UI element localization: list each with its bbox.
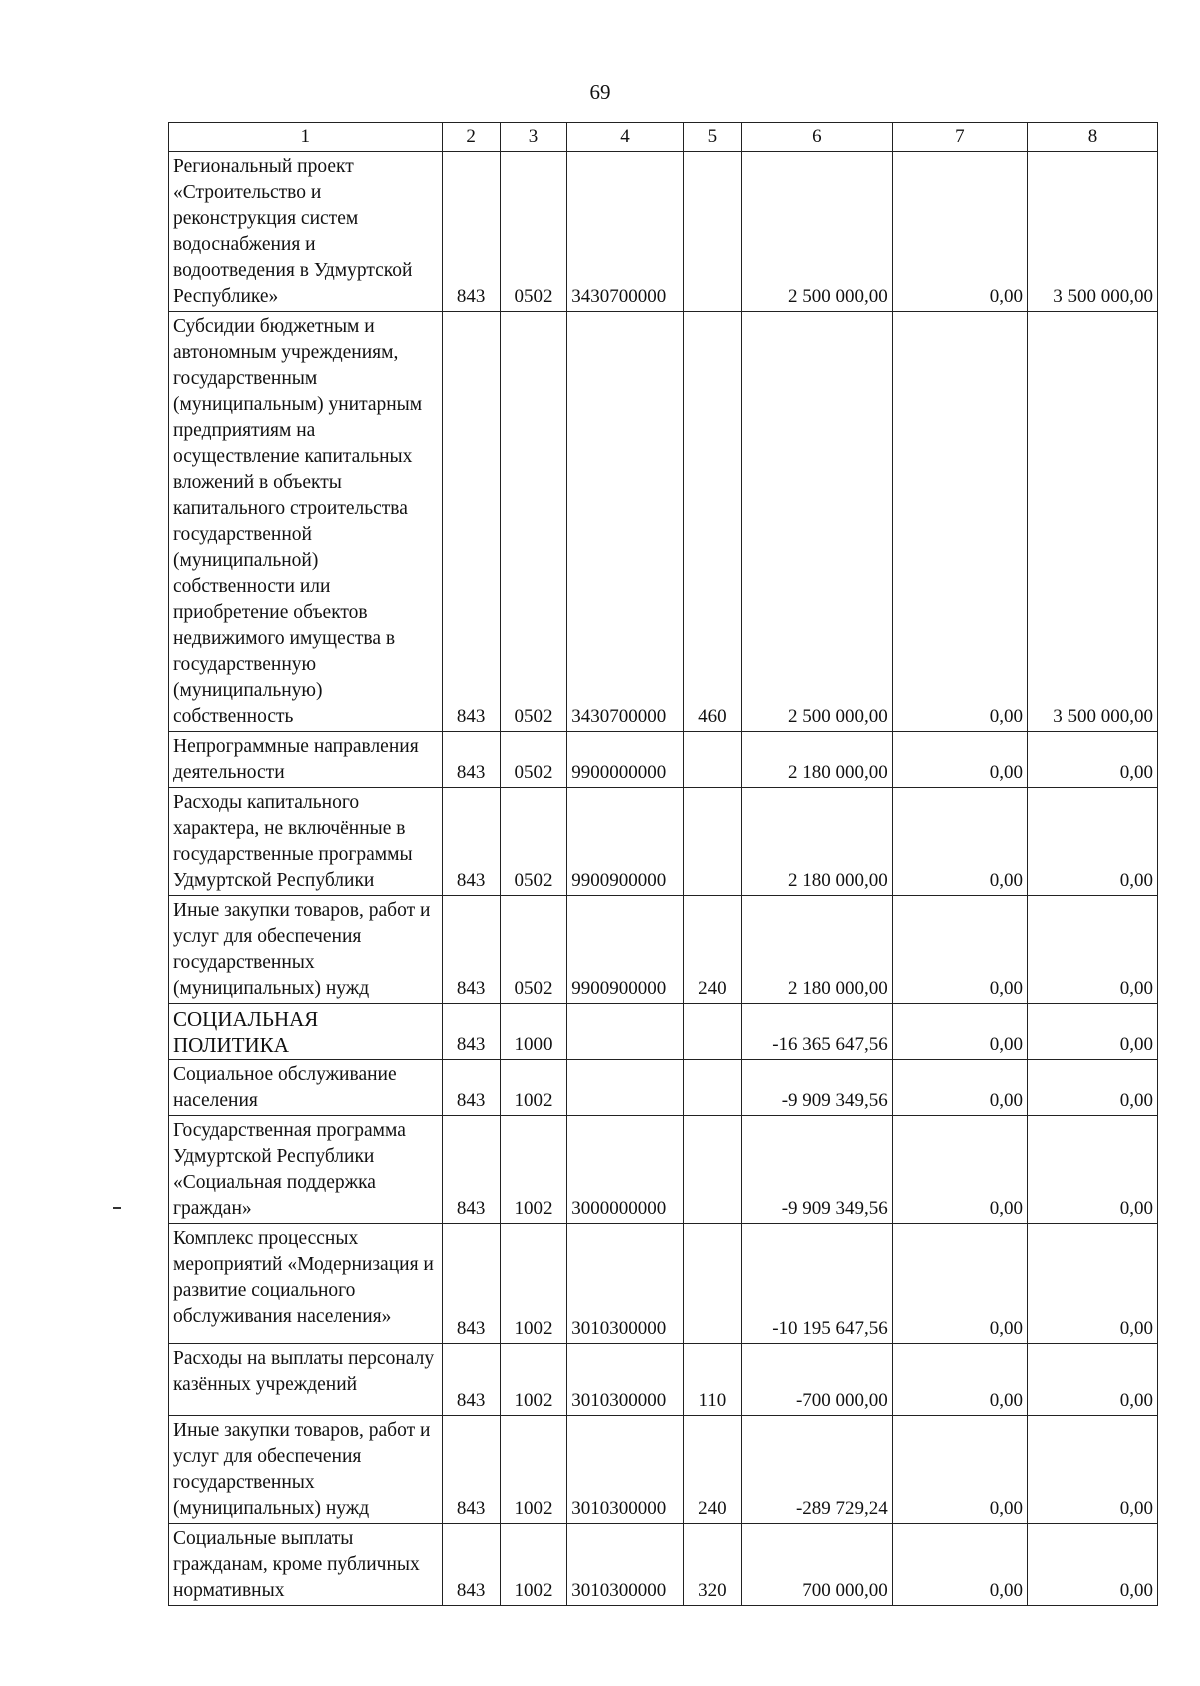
row-section-cell: 1002 <box>500 1524 567 1606</box>
header-cell: 1 <box>169 123 443 152</box>
row-target-article-cell: 3000000000 <box>567 1116 683 1224</box>
row-amount-cell: -9 909 349,56 <box>741 1060 892 1116</box>
table-row <box>169 1116 1158 1224</box>
row-section-cell: 0502 <box>500 152 567 312</box>
row-amount-cell: 0,00 <box>892 1060 1027 1116</box>
row-target-article-cell: 3430700000 <box>567 312 683 732</box>
header-cell: 6 <box>741 123 892 152</box>
row-section-cell: 1002 <box>500 1116 567 1224</box>
row-amount-cell: 0,00 <box>892 896 1027 1004</box>
budget-table <box>168 122 1158 1606</box>
row-ministry-cell: 843 <box>442 1524 500 1606</box>
row-expense-type-cell <box>683 152 741 312</box>
row-amount-cell: 0,00 <box>1027 1224 1157 1344</box>
row-ministry-cell: 843 <box>442 896 500 1004</box>
header-cell: 4 <box>567 123 683 152</box>
header-cell: 3 <box>500 123 567 152</box>
row-amount-cell: 2 180 000,00 <box>741 896 892 1004</box>
row-target-article-cell: 3010300000 <box>567 1344 683 1416</box>
row-section-cell: 1002 <box>500 1224 567 1344</box>
row-amount-cell: 0,00 <box>1027 788 1157 896</box>
table-row <box>169 896 1158 1004</box>
row-amount-cell: 0,00 <box>1027 1524 1157 1606</box>
header-cell: 2 <box>442 123 500 152</box>
row-ministry-cell: 843 <box>442 312 500 732</box>
row-amount-cell: -289 729,24 <box>741 1416 892 1524</box>
row-ministry-cell: 843 <box>442 1224 500 1344</box>
header-cell: 8 <box>1027 123 1157 152</box>
row-ministry-cell: 843 <box>442 1004 500 1060</box>
margin-mark <box>113 1207 121 1209</box>
row-target-article-cell: 3430700000 <box>567 152 683 312</box>
row-expense-type-cell <box>683 788 741 896</box>
row-amount-cell: 3 500 000,00 <box>1027 152 1157 312</box>
row-amount-cell: 0,00 <box>892 312 1027 732</box>
table-body <box>169 123 1158 1606</box>
row-target-article-cell <box>567 1004 683 1060</box>
row-expense-type-cell: 240 <box>683 1416 741 1524</box>
row-target-article-cell: 3010300000 <box>567 1416 683 1524</box>
row-section-cell: 0502 <box>500 312 567 732</box>
row-amount-cell: 0,00 <box>892 788 1027 896</box>
row-expense-type-cell: 460 <box>683 312 741 732</box>
row-expense-type-cell: 320 <box>683 1524 741 1606</box>
row-name-cell: Государственная программа Удмуртской Республики «Социальная поддержка граждан» <box>169 1116 443 1224</box>
row-section-cell: 0502 <box>500 896 567 1004</box>
row-amount-cell: 0,00 <box>1027 732 1157 788</box>
row-amount-cell: 0,00 <box>1027 1344 1157 1416</box>
row-ministry-cell: 843 <box>442 1060 500 1116</box>
table-row <box>169 732 1158 788</box>
row-amount-cell: 0,00 <box>892 1524 1027 1606</box>
row-name-cell: Иные закупки товаров, работ и услуг для обеспечения государственных (муниципальных) нужд <box>169 896 443 1004</box>
row-amount-cell: 0,00 <box>892 1224 1027 1344</box>
row-amount-cell: 700 000,00 <box>741 1524 892 1606</box>
row-target-article-cell: 9900900000 <box>567 788 683 896</box>
row-expense-type-cell <box>683 1116 741 1224</box>
row-amount-cell: 2 180 000,00 <box>741 788 892 896</box>
row-amount-cell: -700 000,00 <box>741 1344 892 1416</box>
row-target-article-cell <box>567 1060 683 1116</box>
row-target-article-cell: 3010300000 <box>567 1524 683 1606</box>
row-section-cell: 0502 <box>500 732 567 788</box>
row-ministry-cell: 843 <box>442 1116 500 1224</box>
row-name-cell: Непрограммные направления деятельности <box>169 732 443 788</box>
row-ministry-cell: 843 <box>442 1416 500 1524</box>
row-amount-cell: 2 500 000,00 <box>741 152 892 312</box>
row-amount-cell: 0,00 <box>892 1116 1027 1224</box>
row-amount-cell: 0,00 <box>892 1344 1027 1416</box>
row-ministry-cell: 843 <box>442 1344 500 1416</box>
row-name-cell: Социальное обслуживание населения <box>169 1060 443 1116</box>
row-expense-type-cell <box>683 1004 741 1060</box>
row-ministry-cell: 843 <box>442 788 500 896</box>
header-cell: 5 <box>683 123 741 152</box>
row-name-cell: Расходы капитального характера, не включённые в государственные программы Удмуртской Республики <box>169 788 443 896</box>
row-expense-type-cell <box>683 732 741 788</box>
row-amount-cell: 0,00 <box>892 1416 1027 1524</box>
table-row <box>169 1224 1158 1344</box>
row-amount-cell: -9 909 349,56 <box>741 1116 892 1224</box>
row-target-article-cell: 9900000000 <box>567 732 683 788</box>
row-amount-cell: 0,00 <box>892 1004 1027 1060</box>
row-amount-cell: 0,00 <box>892 732 1027 788</box>
row-name-cell: Комплекс процессных мероприятий «Модернизация и развитие социального обслуживания населения» <box>169 1224 443 1344</box>
row-name-cell: СОЦИАЛЬНАЯ ПОЛИТИКА <box>169 1004 443 1060</box>
page-number: 69 <box>589 80 611 104</box>
table-row <box>169 1060 1158 1116</box>
row-amount-cell: 2 500 000,00 <box>741 312 892 732</box>
row-amount-cell: 2 180 000,00 <box>741 732 892 788</box>
row-amount-cell: 0,00 <box>1027 1116 1157 1224</box>
table-row <box>169 788 1158 896</box>
table-header-row <box>169 123 1158 152</box>
row-section-cell: 1002 <box>500 1416 567 1524</box>
row-amount-cell: -10 195 647,56 <box>741 1224 892 1344</box>
row-expense-type-cell <box>683 1060 741 1116</box>
row-amount-cell: 0,00 <box>892 152 1027 312</box>
table-row <box>169 1524 1158 1606</box>
table-row <box>169 312 1158 732</box>
row-name-cell: Субсидии бюджетным и автономным учреждениям, государственным (муниципальным) унитарным предприятиям на осуществление капитальных вложений в объекты капитального строительства государственной (муниципальной) собственности или приобретение объектов недвижимого имущества в государственную (муниципальную) собственность <box>169 312 443 732</box>
row-ministry-cell: 843 <box>442 732 500 788</box>
row-target-article-cell: 9900900000 <box>567 896 683 1004</box>
row-section-cell: 1002 <box>500 1344 567 1416</box>
table-row <box>169 1004 1158 1060</box>
row-section-cell: 1002 <box>500 1060 567 1116</box>
table-row <box>169 1416 1158 1524</box>
row-expense-type-cell: 110 <box>683 1344 741 1416</box>
row-name-cell: Социальные выплаты гражданам, кроме публичных нормативных <box>169 1524 443 1606</box>
row-expense-type-cell: 240 <box>683 896 741 1004</box>
row-name-cell: Региональный проект «Строительство и реконструкция систем водоснабжения и водоотведения в Удмуртской Республике» <box>169 152 443 312</box>
row-section-cell: 1000 <box>500 1004 567 1060</box>
row-ministry-cell: 843 <box>442 152 500 312</box>
row-amount-cell: 0,00 <box>1027 1004 1157 1060</box>
row-name-cell: Иные закупки товаров, работ и услуг для обеспечения государственных (муниципальных) нужд <box>169 1416 443 1524</box>
row-name-cell: Расходы на выплаты персоналу казённых учреждений <box>169 1344 443 1416</box>
row-expense-type-cell <box>683 1224 741 1344</box>
row-amount-cell: 3 500 000,00 <box>1027 312 1157 732</box>
table-row <box>169 1344 1158 1416</box>
table-row <box>169 152 1158 312</box>
row-target-article-cell: 3010300000 <box>567 1224 683 1344</box>
row-amount-cell: -16 365 647,56 <box>741 1004 892 1060</box>
header-cell: 7 <box>892 123 1027 152</box>
row-section-cell: 0502 <box>500 788 567 896</box>
row-amount-cell: 0,00 <box>1027 896 1157 1004</box>
row-amount-cell: 0,00 <box>1027 1060 1157 1116</box>
row-amount-cell: 0,00 <box>1027 1416 1157 1524</box>
